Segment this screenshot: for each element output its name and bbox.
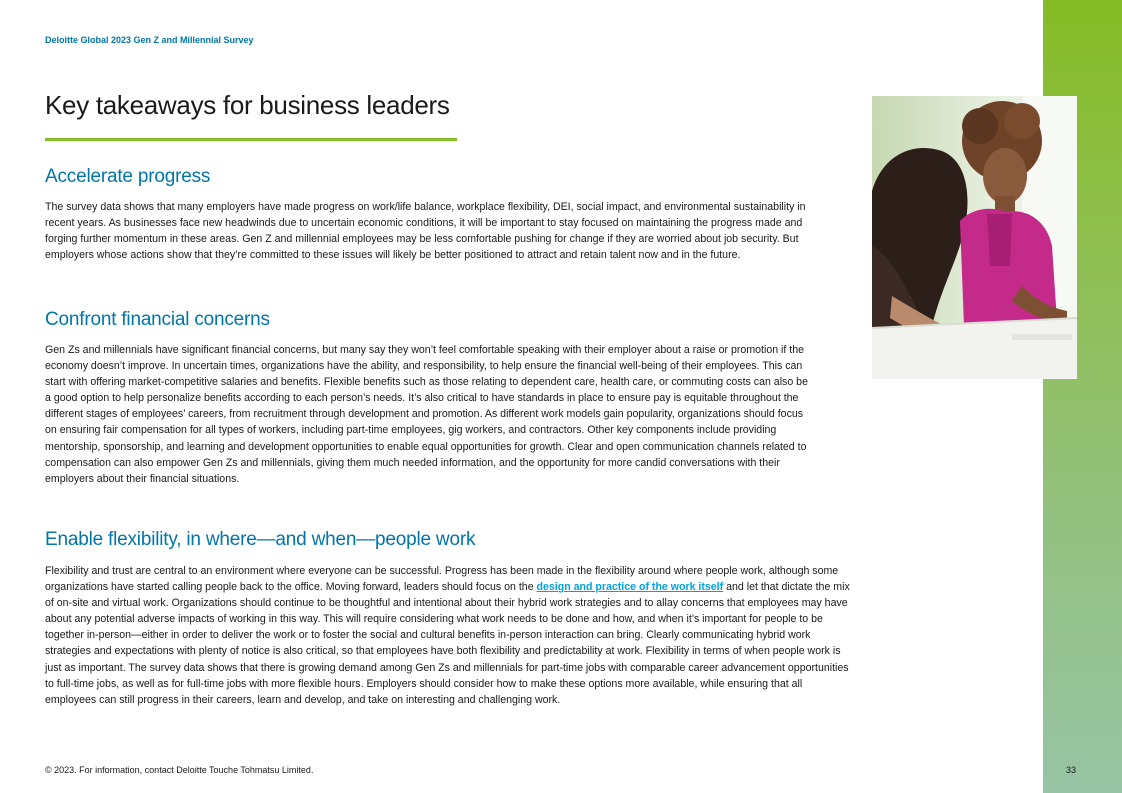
section-heading-financial-concerns: Confront financial concerns [45,309,270,330]
design-practice-link[interactable]: design and practice of the work itself [536,581,724,594]
survey-header: Deloitte Global 2023 Gen Z and Millennial Survey [45,35,254,45]
flexibility-body-part-1: Flexibility and trust are central to an environment where everyone can be successful. Progress has been made in the flexibility around where people work, although some organizations have started calling people back to the office. Moving forward, leaders should focus on the [45,565,839,594]
section-body-financial-concerns: Gen Zs and millennials have significant financial concerns, but many say they won’t feel comfortable speaking with their employer about a raise or promotion if the economy doesn’t improve. In uncertain times, organizations have the ability, and responsibility, to help ensure the financial well-being of their employees. This can start with offering market-competitive salaries and benefits. Flexible benefits such as those relating to dependent care, health care, or commuting costs can also be a good option to help personalize benefits according to each person’s needs. It’s also critical to have standards in place to ensure pay is equitable throughout the different stages of employees’ careers, from recruitment through development and promotion. As different work models gain popularity, organizations should focus on ensuring fair compensation for all types of workers, including part-time employees, gig workers, and contractors. Other key components include providing mentorship, sponsorship, and learning and development opportunities to enable equal opportunities for growth. Clear and open communication channels related to compensation can also empower Gen Zs and millennials, giving them much needed information, and the opportunity for more candid conversations with their employers about their financial situations. [45,344,808,485]
section-heading-flexibility: Enable flexibility, in where—and when—people work [45,529,476,550]
flexibility-body-part-2: and let that dictate the mix of on-site and virtual work. Organizations should continue to be thoughtful and intentional about their hybrid work strategies and to allay concerns that employees may have about any potential adverse impacts of working in this way. This will require considering what work needs to be done and how, and when it’s important for people to be together in-person—either in order to deliver the work or to foster the social and cultural benefits in-person interaction can bring. Clearly communicating hybrid work strategies and expectations with plenty of notice is also critical, so that employees have both flexibility and predictability at work. Flexibility in terms of when people work is just as important. The survey data shows that there is growing demand among Gen Zs and millennials for part-time jobs with comparable career advancement opportunities to full-time jobs, as well as for full-time jobs with more flexible hours. Employers should consider how to make these options more available, while ensuring that all employees can still progress in their careers, learn and develop, and take on interesting and challenging work. [45,581,850,706]
section-body-flexibility [45,563,855,708]
title-underline [45,138,457,141]
page-title: Key takeaways for business leaders [45,90,450,120]
section-body-accelerate-progress: The survey data shows that many employers have made progress on work/life balance, workplace flexibility, DEI, social impact, and environmental sustainability in recent years. As businesses face new headwinds due to uncertain economic conditions, it will be important to stay focused on maintaining the progress made and forging further momentum in these areas. Gen Z and millennial employees may be less comfortable pushing for change if they are worried about job security. But employers whose actions show that they’re committed to these issues will likely be better positioned to attract and retain talent now and in the future. [45,201,806,262]
section-heading-accelerate-progress: Accelerate progress [45,166,211,187]
photo-two-women-at-table [872,96,1077,379]
page-number: 33 [1066,765,1077,775]
footer-copyright: © 2023. For information, contact Deloitte Touche Tohmatsu Limited. [45,765,314,775]
